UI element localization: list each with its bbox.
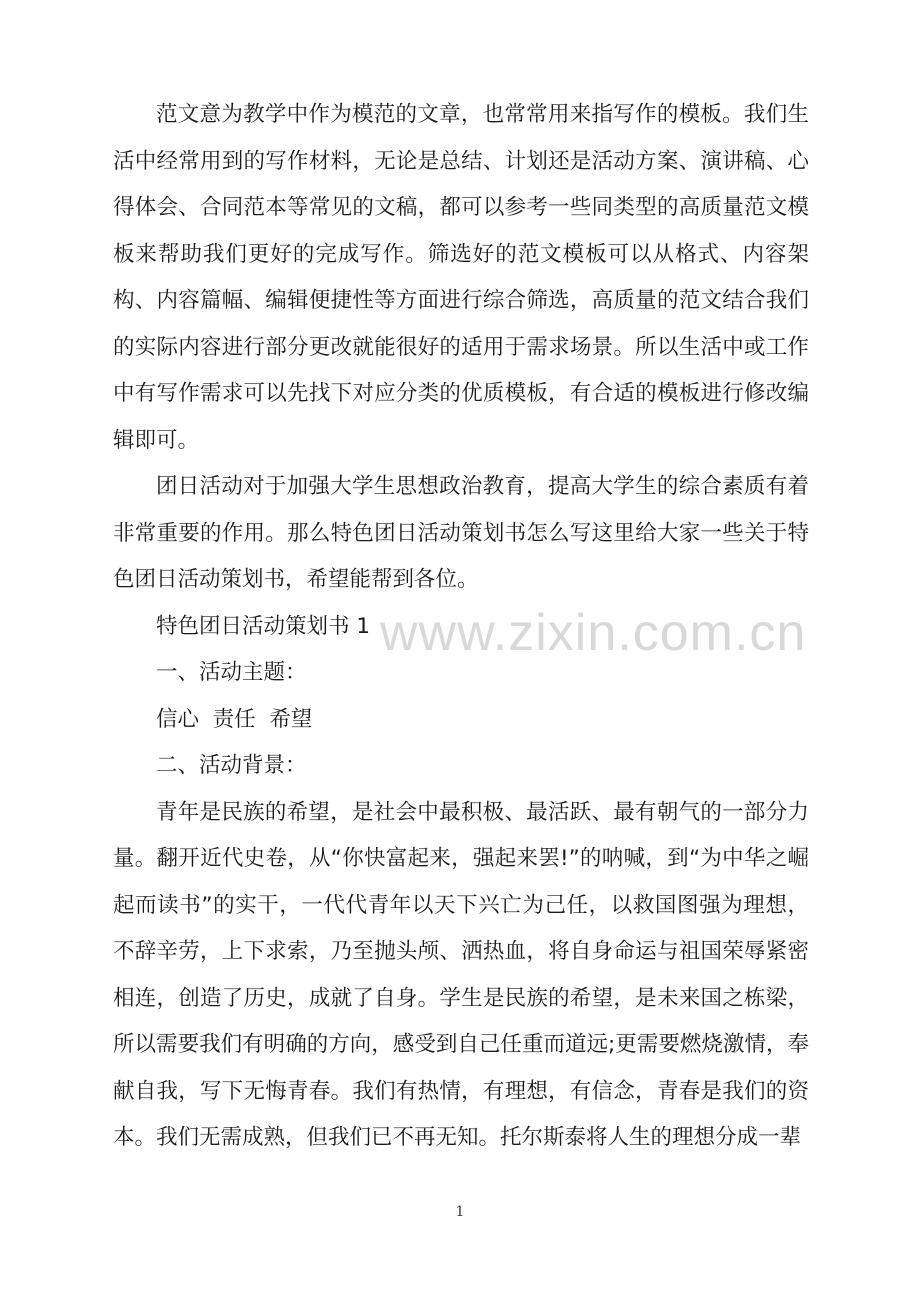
document-heading: 特色团日活动策划书 1 bbox=[156, 613, 371, 639]
summary-paragraph: 团日活动对于加强大学生思想政治教育，提高大学生的综合素质有着非常重要的作用。那么特色团日活动策划书怎么写这里给大家一些关于特色团日活动策划书，希望能帮到各位。 bbox=[113, 474, 809, 592]
document-body bbox=[113, 92, 809, 1162]
intro-paragraph: 范文意为教学中作为模范的文章，也常常用来指写作的模板。我们生活中经常用到的写作材料，无论是总结、计划还是活动方案、演讲稿、心得体会、合同范本等常见的文稿，都可以参考一些同类型的高质量范文模板来帮助我们更好的完成写作。筛选好的范文模板可以从格式、内容架构、内容篇幅、编辑便捷性等方面进行综合筛选，高质量的范文结合我们的实际内容进行部分更改就能很好的适用于需求场景。所以生活中或工作中有写作需求可以先找下对应分类的优质模板，有合适的模板进行修改编辑即可。 bbox=[113, 102, 809, 453]
background-paragraph: 青年是民族的希望，是社会中最积极、最活跃、最有朝气的一部分力量。翻开近代史卷，从“你快富起来，强起来罢!”的呐喊，到“为中华之崛起而读书”的实干，一代代青年以天下兴亡为己任，以救国图强为理想，不辞辛劳，上下求索，乃至抛头颅、洒热血，将自身命运与祖国荣辱紧密相连，创造了历史，成就了自身。学生是民族的希望，是未来国之栋梁，所以需要我们有明确的方向，感受到自己任重而道远;更需要燃烧激情，奉献自我，写下无悔青春。我们有热情，有理想，有信念，青春是我们的资本。我们无需成熟，但我们已不再无知。托尔斯泰将人生的理想分成一辈 bbox=[113, 799, 809, 1150]
watermark: www.zixin.com.cn bbox=[380, 604, 807, 662]
section-heading-theme: 一、活动主题： bbox=[156, 660, 307, 685]
theme-text: 信心 责任 希望 bbox=[156, 706, 313, 732]
page-number: 1 bbox=[455, 1204, 465, 1220]
section-heading-background: 二、活动背景： bbox=[156, 753, 307, 778]
